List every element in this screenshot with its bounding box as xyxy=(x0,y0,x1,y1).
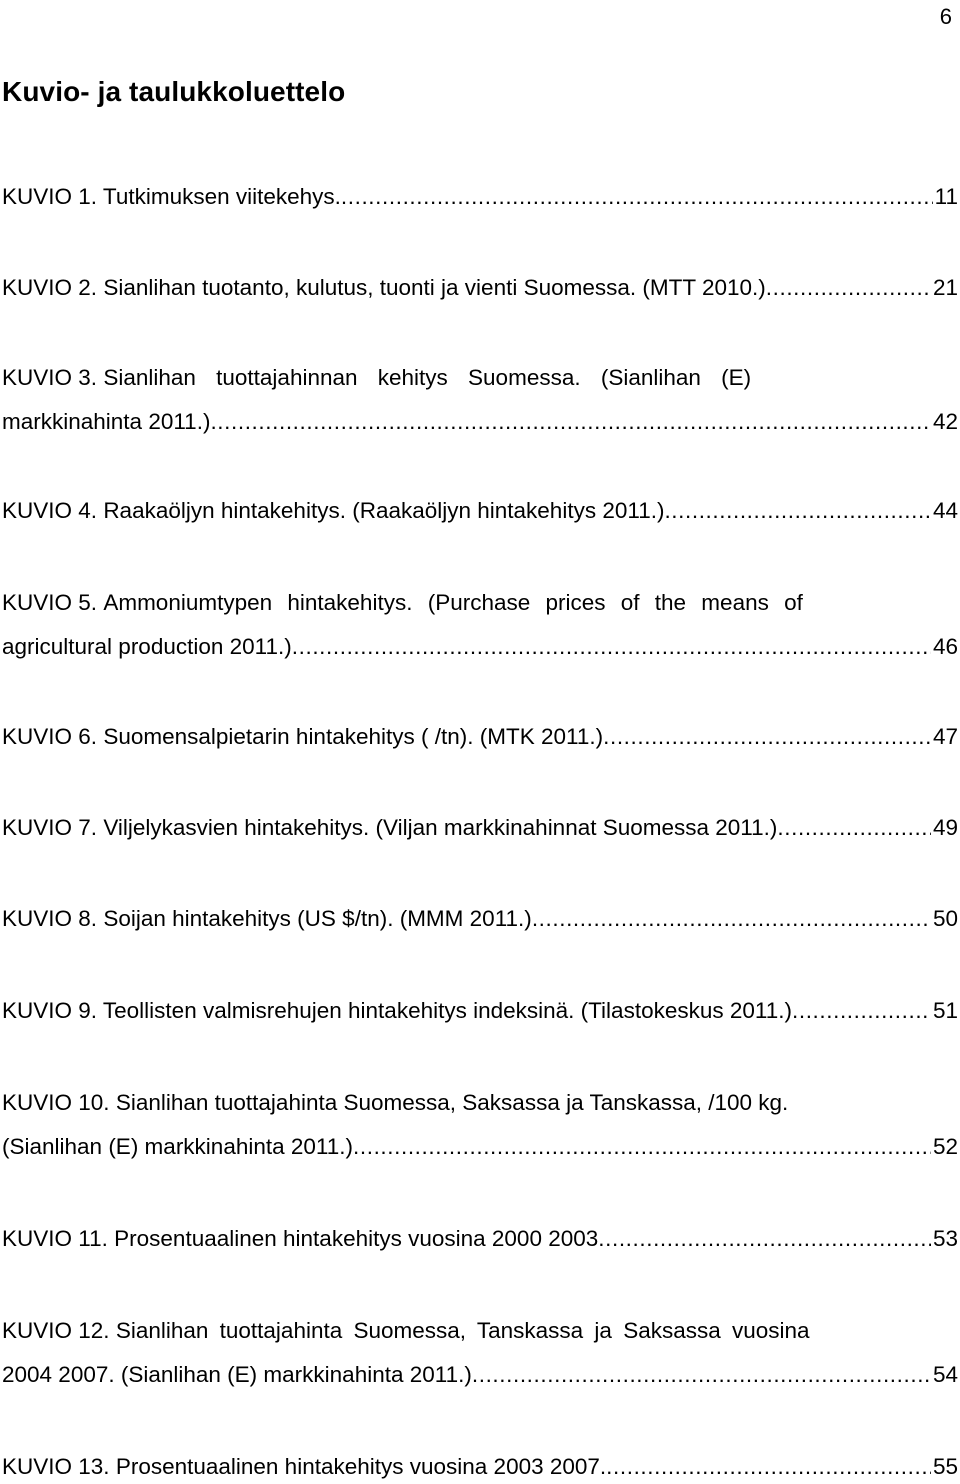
dot-leader xyxy=(210,407,931,437)
entry-page: 50 xyxy=(932,906,958,931)
entry-page: 51 xyxy=(932,998,958,1023)
entry-text-line-2: markkinahinta 2011.) xyxy=(2,409,211,434)
dot-leader xyxy=(472,1360,931,1390)
entry-text-line-2: 2004 2007. (Sianlihan (E) markkinahinta 2011.) xyxy=(2,1362,472,1387)
entry-page: 46 xyxy=(932,634,958,659)
entry-page: 42 xyxy=(932,409,958,434)
entry-label: KUVIO 13. xyxy=(2,1454,110,1479)
entry-page: 21 xyxy=(932,275,958,300)
entry-text: Teollisten valmisrehujen hintakehitys indeksinä. (Tilastokeskus 2011.) xyxy=(102,998,792,1023)
entry-label: KUVIO 9. xyxy=(2,998,98,1023)
entry-text: Prosentuaalinen hintakehitys vuosina 2000 2003 xyxy=(114,1226,599,1251)
entry-page: 54 xyxy=(932,1362,958,1387)
entry-text-line-1: Ammoniumtypen hintakehitys. (Purchase prices of the means of xyxy=(103,590,803,615)
dot-leader xyxy=(603,722,931,752)
entry-text: Prosentuaalinen hintakehitys vuosina 2003 2007. xyxy=(115,1454,607,1479)
entry-text-line-2: (Sianlihan (E) markkinahinta 2011.) xyxy=(2,1134,354,1159)
entry-label: KUVIO 6. xyxy=(2,724,98,749)
entry-text: Raakaöljyn hintakehitys. (Raakaöljyn hintakehitys 2011.) xyxy=(103,498,665,523)
dot-leader xyxy=(598,1224,931,1254)
entry-page: 47 xyxy=(932,724,958,749)
entry-text-line-2: agricultural production 2011.) xyxy=(2,634,292,659)
entry-label: KUVIO 10. xyxy=(2,1090,110,1115)
dot-leader xyxy=(792,996,931,1026)
entry-page: 44 xyxy=(932,498,958,523)
entry-page: 55 xyxy=(932,1454,958,1479)
dot-leader xyxy=(341,182,933,212)
dot-leader xyxy=(353,1132,931,1162)
entry-label: KUVIO 5. xyxy=(2,590,98,615)
entry-label: KUVIO 3. xyxy=(2,365,98,390)
dot-leader xyxy=(664,496,931,526)
page-title: Kuvio- ja taulukkoluettelo xyxy=(2,76,346,107)
entry-page: 49 xyxy=(932,815,958,840)
entry-label: KUVIO 8. xyxy=(2,906,98,931)
entry-label: KUVIO 7. xyxy=(2,815,98,840)
entry-page: 53 xyxy=(932,1226,958,1251)
entry-text-line-1: Sianlihan tuottajahinta Suomessa, Tanskassa ja Saksassa vuosina xyxy=(115,1318,810,1343)
dot-leader xyxy=(292,632,931,662)
entry-text-line-1: Sianlihan tuottajahinnan kehitys Suomessa. (Sianlihan (E) xyxy=(103,365,752,390)
entry-text-line-1: Sianlihan tuottajahinta Suomessa, Saksassa ja Tanskassa, /100 kg. xyxy=(115,1090,789,1115)
entry-text: Sianlihan tuotanto, kulutus, tuonti ja vienti Suomessa. (MTT 2010.) xyxy=(103,275,766,300)
entry-label: KUVIO 4. xyxy=(2,498,98,523)
entry-label: KUVIO 2. xyxy=(2,275,98,300)
dot-leader xyxy=(766,273,931,303)
dot-leader xyxy=(532,904,931,934)
entry-text: Soijan hintakehitys (US $/tn). (MMM 2011.) xyxy=(103,906,532,931)
dot-leader xyxy=(777,813,931,843)
entry-text: Tutkimuksen viitekehys. xyxy=(102,184,341,209)
entry-text: Viljelykasvien hintakehitys. (Viljan markkinahinnat Suomessa 2011.) xyxy=(103,815,778,840)
entry-label: KUVIO 12. xyxy=(2,1318,110,1343)
entry-page: 52 xyxy=(932,1134,958,1159)
page-number: 6 xyxy=(939,4,952,29)
entry-page: 11 xyxy=(934,184,958,209)
entry-text: Suomensalpietarin hintakehitys ( /tn). (MTK 2011.) xyxy=(103,724,604,749)
entry-label: KUVIO 1. xyxy=(2,184,98,209)
dot-leader xyxy=(606,1452,931,1482)
entry-label: KUVIO 11. xyxy=(2,1226,108,1251)
